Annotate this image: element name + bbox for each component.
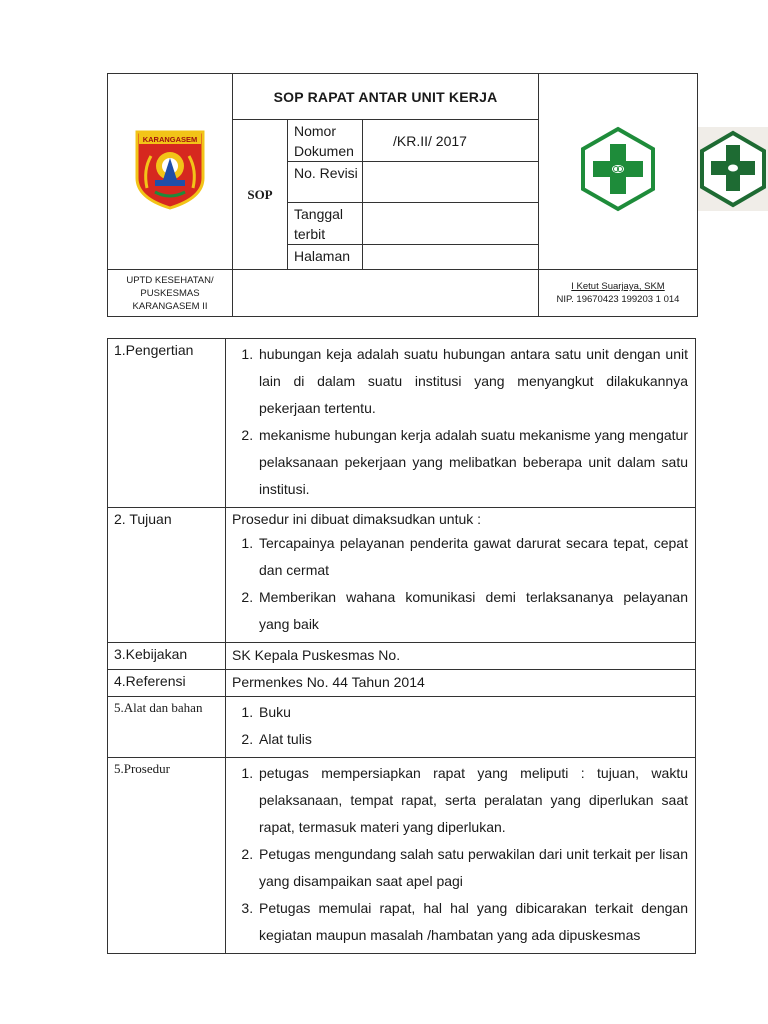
karangasem-logo-text: KARANGASEM xyxy=(142,135,198,144)
list-item: 2. mekanisme hubungan kerja adalah suatu mekanisme yang mengatur pelaksanaan pekerjaan yang melibatkan beberapa unit dalam satu institusi. xyxy=(257,422,688,503)
section-content xyxy=(226,758,696,954)
section-row-prosedur xyxy=(108,758,696,954)
org-line-2: PUSKESMAS xyxy=(140,287,200,299)
field-label-revisi: No. Revisi xyxy=(288,162,363,203)
prosedur-list xyxy=(232,760,688,949)
tujuan-intro: Prosedur ini dibuat dimaksudkan untuk : xyxy=(232,511,482,527)
karangasem-logo-cell xyxy=(108,74,233,270)
field-label-nomor: Nomor Dokumen xyxy=(288,120,363,162)
puskesmas-logo-cell xyxy=(539,74,698,270)
field-value-revisi xyxy=(363,162,539,203)
org-line-1: UPTD KESEHATAN/ xyxy=(126,274,214,286)
section-label: 2. Tujuan xyxy=(108,508,226,643)
field-label-halaman: Halaman xyxy=(288,245,363,270)
list-item: 2. Memberikan wahana komunikasi demi terlaksananya pelayanan yang baik xyxy=(257,584,688,638)
field-label-tanggal: Tanggal terbit xyxy=(288,203,363,245)
section-row-tujuan xyxy=(108,508,696,643)
list-item: 2. Petugas mengundang salah satu perwakilan dari unit terkait per lisan yang disampaikan saat apel pagi xyxy=(257,841,688,895)
section-label: 5.Prosedur xyxy=(108,758,226,954)
pengertian-list xyxy=(232,341,688,503)
list-item: 1. Tercapainya pelayanan penderita gawat darurat secara tepat, cepat dan cermat xyxy=(257,530,688,584)
list-item: 1. petugas mempersiapkan rapat yang meliputi : tujuan, waktu pelaksanaan, tempat rapat, serta peralatan yang diperlukan saat rapat, termasuk materi yang diperlukan. xyxy=(257,760,688,841)
sop-title: SOP RAPAT ANTAR UNIT KERJA xyxy=(233,74,539,120)
section-label: 3.Kebijakan xyxy=(108,643,226,670)
section-content xyxy=(226,339,696,508)
field-value-tanggal xyxy=(363,203,539,245)
puskesmas-logo-icon xyxy=(579,126,657,212)
org-line-3: KARANGASEM II xyxy=(132,300,208,312)
referensi-value: Permenkes No. 44 Tahun 2014 xyxy=(226,670,696,697)
section-label: 4.Referensi xyxy=(108,670,226,697)
section-content xyxy=(226,697,696,758)
puskesmas-logo-duplicate xyxy=(698,127,768,211)
signer-nip: NIP. 19670423 199203 1 014 xyxy=(556,294,680,305)
list-item: 1. hubungan keja adalah suatu hubungan antara satu unit dengan unit lain di dalam suatu institusi yang menyangkut dilakukannya pekerjaan tertentu. xyxy=(257,341,688,422)
section-label: 5.Alat dan bahan xyxy=(108,697,226,758)
tujuan-list xyxy=(232,530,688,638)
blank-footer-cell xyxy=(233,270,539,317)
organization-cell xyxy=(108,270,233,317)
signer-cell xyxy=(539,270,698,317)
section-content xyxy=(226,508,696,643)
alat-list xyxy=(232,699,688,753)
section-row-alat xyxy=(108,697,696,758)
list-item: 1. Buku xyxy=(257,699,688,726)
list-item: 2. Alat tulis xyxy=(257,726,688,753)
section-label: 1.Pengertian xyxy=(108,339,226,508)
signer-name: I Ketut Suarjaya, SKM xyxy=(571,281,665,292)
section-row-kebijakan xyxy=(108,643,696,670)
list-item: 3. Petugas memulai rapat, hal hal yang dibicarakan terkait dengan kegiatan maupun masalah /hambatan yang ada dipuskesmas xyxy=(257,895,688,949)
karangasem-logo-icon xyxy=(133,128,207,210)
section-row-pengertian xyxy=(108,339,696,508)
section-row-referensi xyxy=(108,670,696,697)
sop-header-table xyxy=(107,73,698,317)
kebijakan-value: SK Kepala Puskesmas No. xyxy=(226,643,696,670)
puskesmas-logo-icon xyxy=(698,127,768,211)
sop-label: SOP xyxy=(233,120,288,270)
sop-content-table xyxy=(107,338,696,954)
field-value-nomor: /KR.II/ 2017 xyxy=(363,120,539,162)
field-value-halaman xyxy=(363,245,539,270)
